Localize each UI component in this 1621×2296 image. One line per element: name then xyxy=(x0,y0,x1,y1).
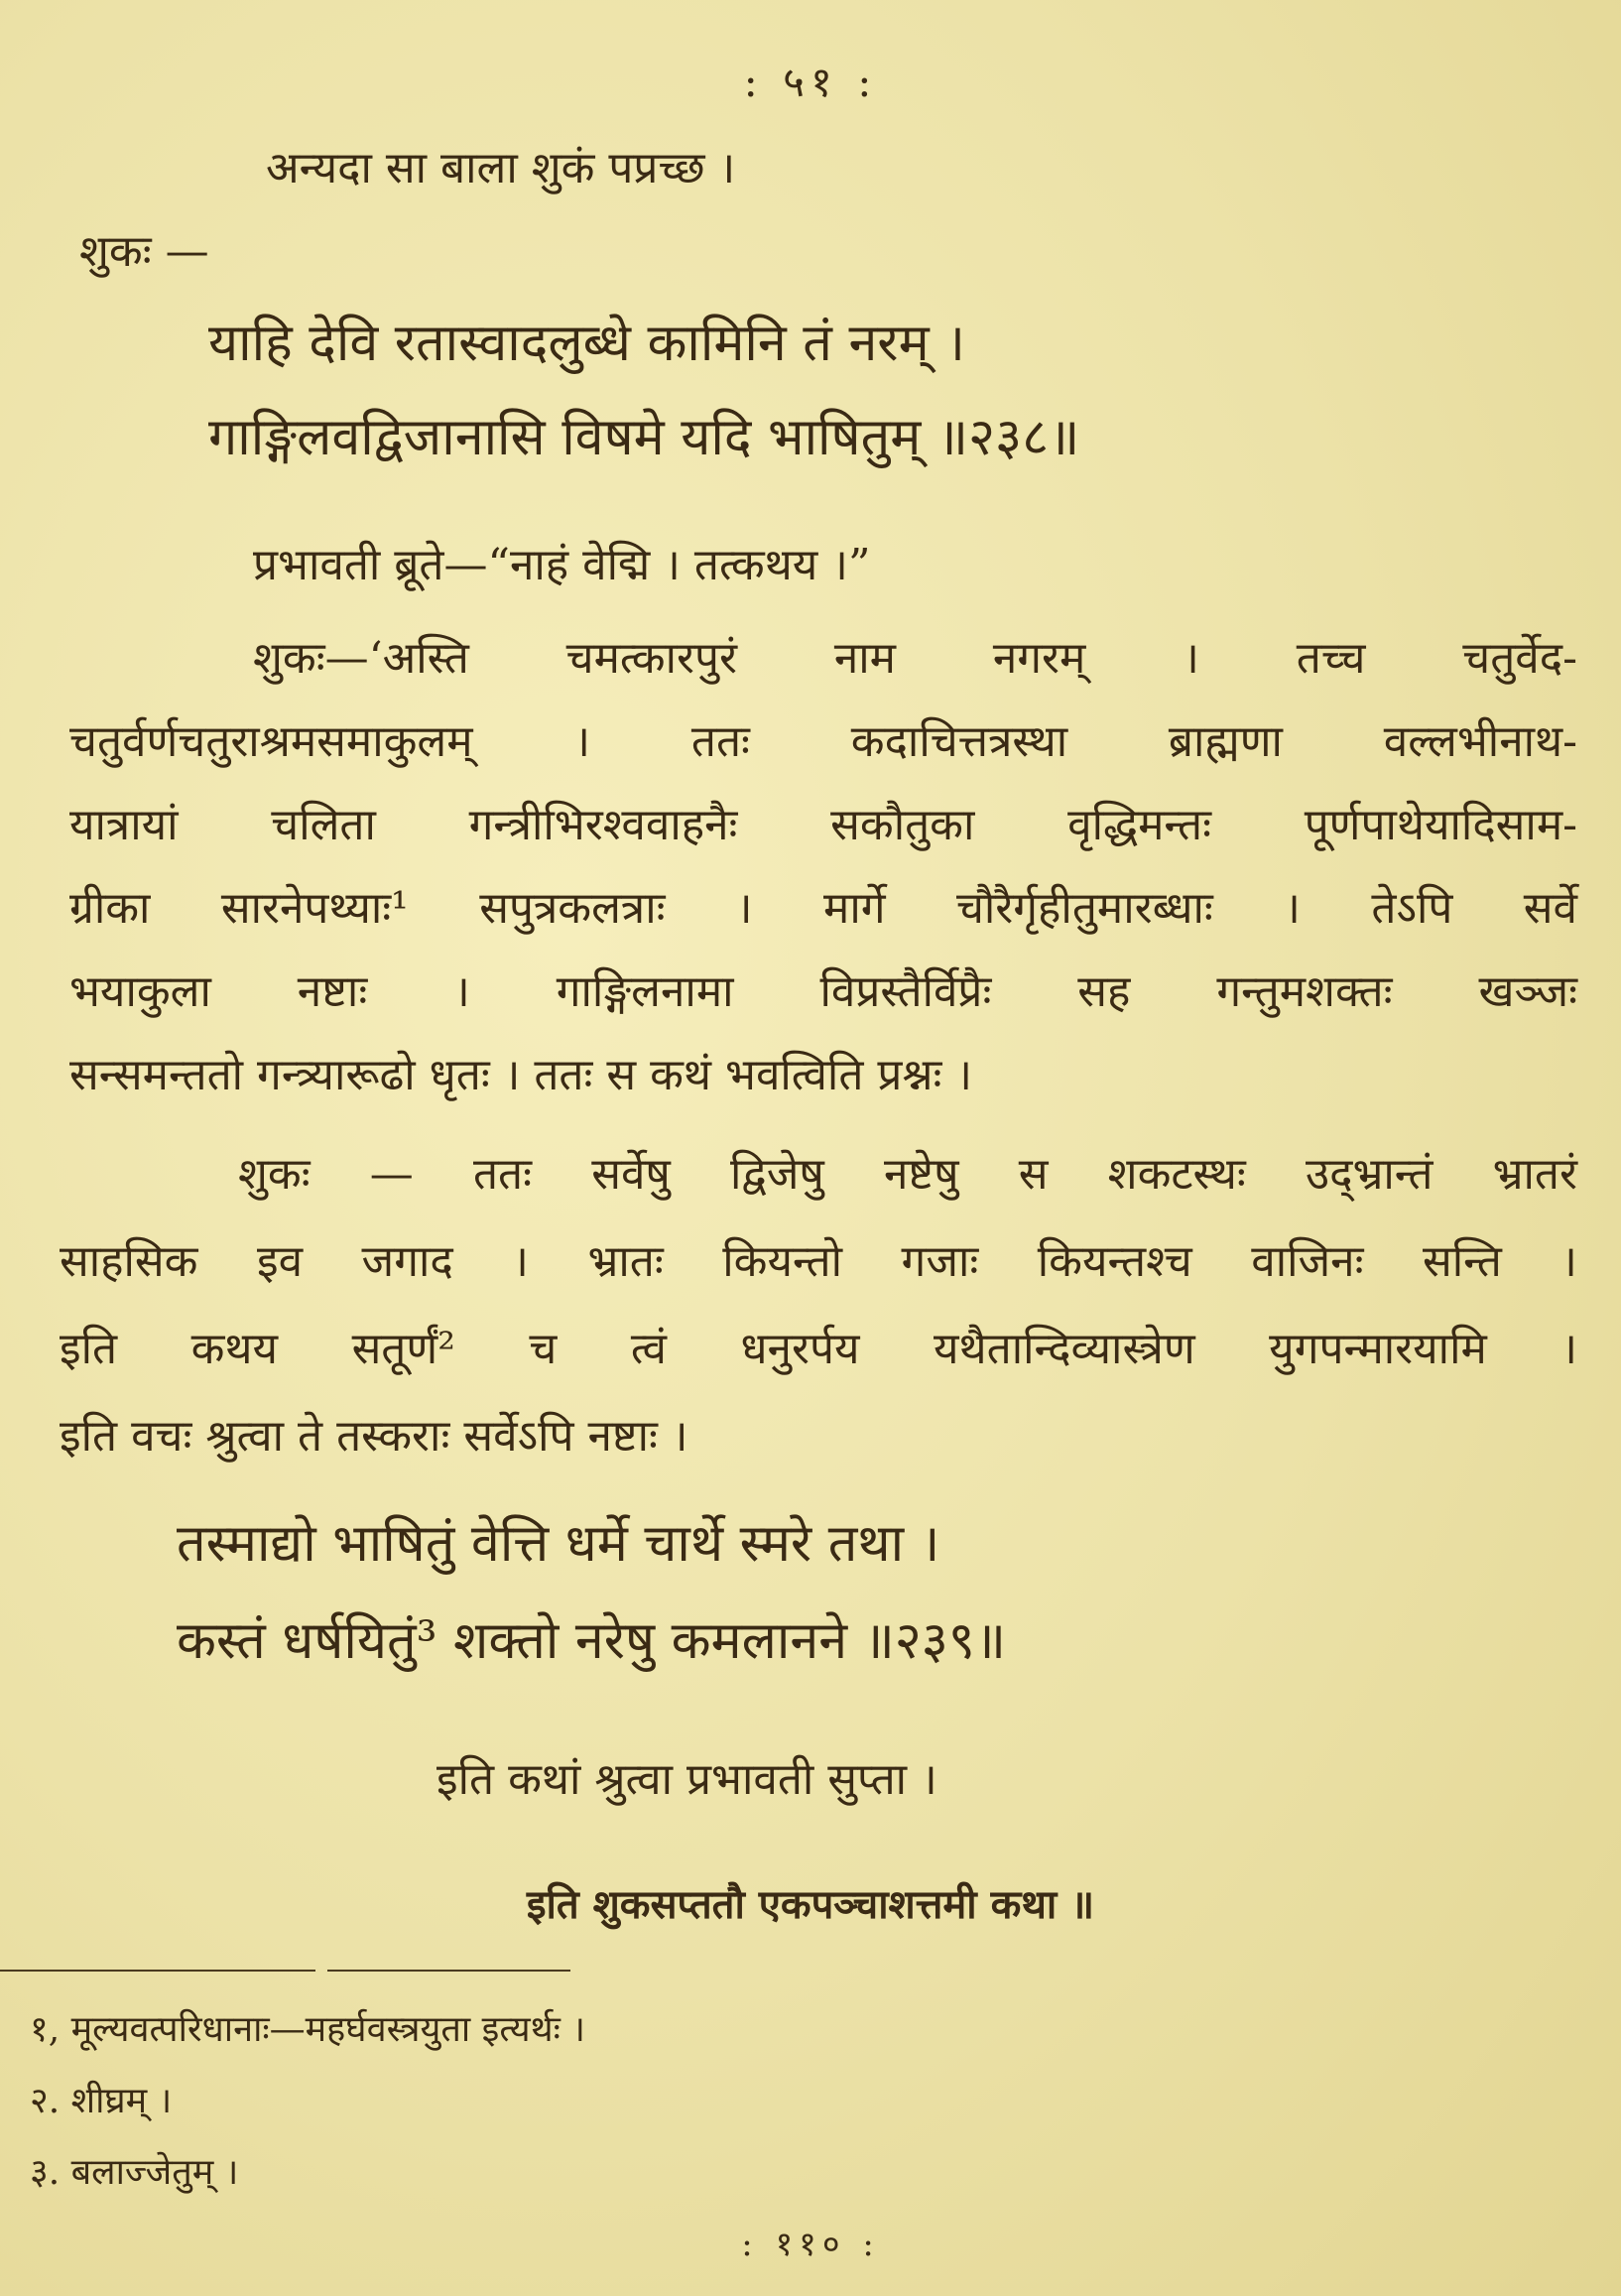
prose-paragraph-line: इति वचः श्रुत्वा ते तस्कराः सर्वेऽपि नष्टाः । xyxy=(60,1411,688,1462)
prose-paragraph-line: ग्रीका सारनेपथ्याः¹ सपुत्रकलत्राः । मार्गे चौरैर्गृहीतुमारब्धाः । तेऽपि सर्वे xyxy=(69,883,1577,934)
prose-paragraph-line: यात्रायां चलिता गन्त्रीभिरश्ववाहनैः सकौतुका वृद्धिमन्तः पूर्णपाथेयादिसाम- xyxy=(69,800,1577,850)
verse-239-line-2: कस्तं धर्षयितुं³ शक्तो नरेषु कमलानने ॥२३९॥ xyxy=(177,1611,1007,1671)
chapter-colophon: इति शुकसप्ततौ एकपञ्चाशत्तमी कथा ॥ xyxy=(526,1881,1095,1928)
verse-238-line-1: याहि देवि रतास्वादलुब्धे कामिनि तं नरम् । xyxy=(208,314,965,373)
prose-paragraph-line: भयाकुला नष्टाः । गाङ्गिलनामा विप्रस्तैर्विप्रैः सह गन्तुमशक्तः खञ्जः xyxy=(69,966,1577,1017)
page-number-header: : ५१ : xyxy=(743,58,878,106)
verse-239-line-1: तस्माद्यो भाषितुं वेत्ति धर्मे चार्थे स्मरे तथा । xyxy=(177,1514,940,1574)
prose-paragraph-line: इति कथय सतूर्णं² च त्वं धनुरर्पय यथैतान्दिव्यास्त्रेण युगपन्मारयामि । xyxy=(60,1324,1577,1374)
footnote-2: २. शीघ्रम् । xyxy=(30,2081,173,2121)
page-number-footer: : ११० : xyxy=(741,2225,880,2264)
prose-paragraph-line: शुकः — ततः सर्वेषु द्विजेषु नष्टेषु स शकटस्थः उद्भ्रान्तं भ्रातरं xyxy=(238,1149,1577,1200)
prose-paragraph-line: सन्समन्ततो गन्त्र्यारूढो धृतः । ततः स कथं भवत्विति प्रश्नः । xyxy=(69,1050,973,1100)
footnote-3: ३. बलाज्जेतुम् । xyxy=(30,2152,239,2193)
footnote-1: १, मूल्यवत्परिधानाः—महर्घवस्त्रयुता इत्यर्थः । xyxy=(30,2009,585,2050)
prose-paragraph-line: साहसिक इव जगाद । भ्रातः कियन्तो गजाः कियन्तश्च वाजिनः सन्ति । xyxy=(60,1236,1577,1287)
prose-paragraph-line: शुकः—‘अस्ति चमत्कारपुरं नाम नगरम् । तच्च चतुर्वेद- xyxy=(253,633,1577,684)
speaker-label: शुकः — xyxy=(79,226,209,277)
prose-prabhavati-speaks: प्रभावती ब्रूते—“नाहं वेद्मि । तत्कथय ।” xyxy=(253,540,871,590)
footnote-rule-right xyxy=(327,1970,570,1972)
closing-line: इति कथां श्रुत्वा प्रभावती सुप्ता । xyxy=(436,1754,937,1805)
intro-line: अन्यदा सा बाला शुकं पप्रच्छ । xyxy=(266,143,736,193)
verse-238-line-2: गाङ्गिलवद्विजानासि विषमे यदि भाषितुम् ॥२३८॥ xyxy=(208,408,1080,467)
footnote-rule-left xyxy=(0,1970,315,1972)
prose-paragraph-line: चतुर्वर्णचतुराश्रमसमाकुलम् । ततः कदाचित्तत्रस्था ब्राह्मणा वल्लभीनाथ- xyxy=(69,716,1577,767)
